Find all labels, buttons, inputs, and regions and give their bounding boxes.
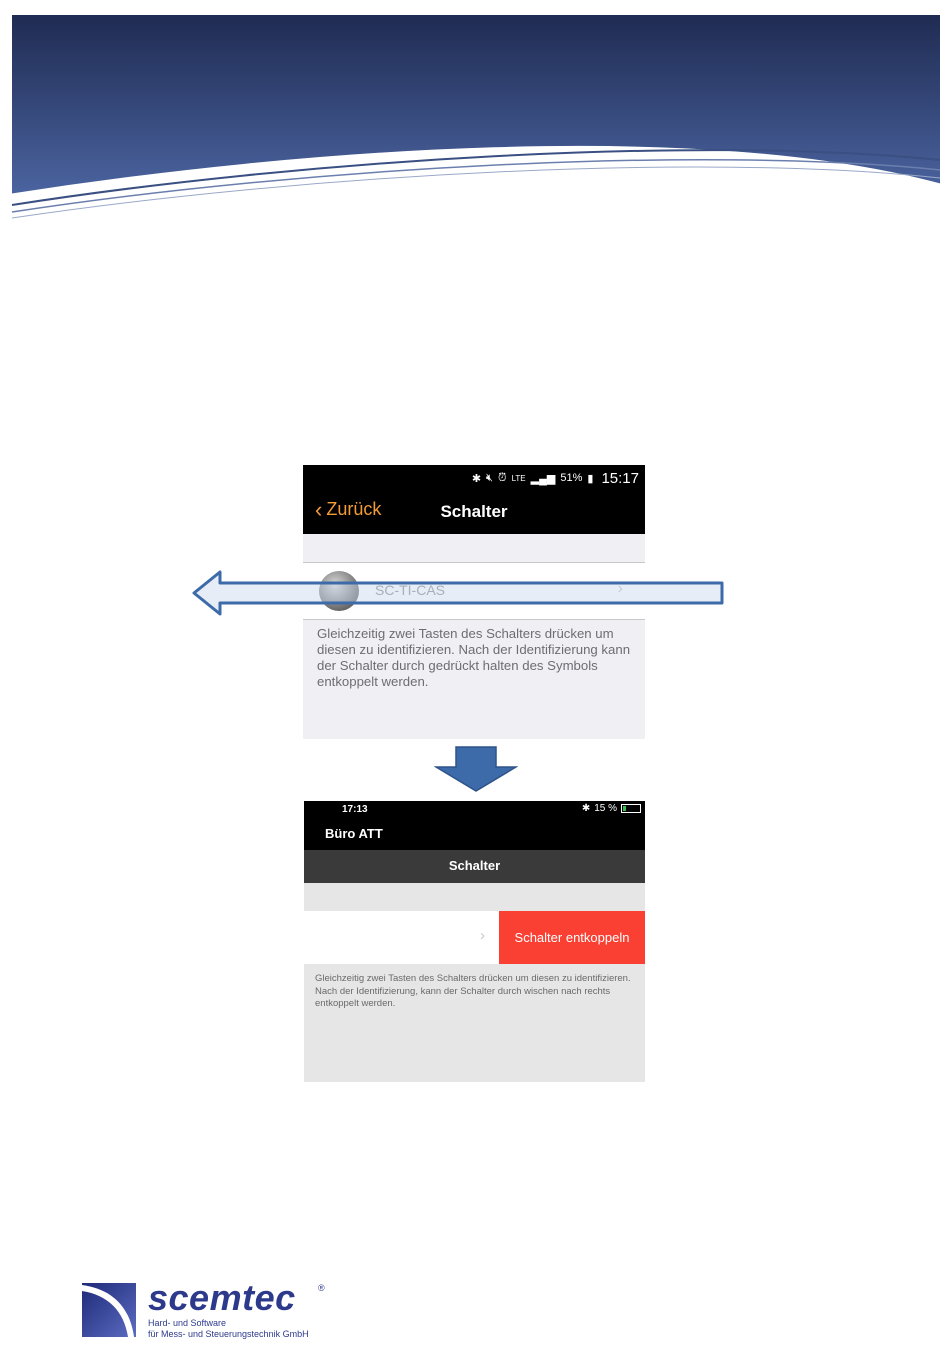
alarm-icon: ⏰︎ bbox=[497, 471, 507, 484]
bluetooth-icon: ✱ bbox=[581, 803, 591, 814]
mute-icon: 🔇︎ bbox=[486, 471, 493, 484]
status-time: 17:13 bbox=[342, 804, 368, 815]
page-title: Schalter bbox=[448, 858, 501, 873]
status-bar bbox=[472, 467, 639, 489]
bluetooth-icon: ✱ bbox=[471, 472, 482, 485]
device-row[interactable] bbox=[304, 911, 645, 964]
chevron-right-icon: › bbox=[480, 927, 485, 944]
page-title: Schalter bbox=[440, 502, 508, 521]
phone-screen-2 bbox=[304, 801, 645, 1082]
description-text: Gleichzeitig zwei Tasten des Schalters drücken um diesen zu identifizieren. Nach der Identifizierung, kann der Schalter durch wischen nach rechts entkoppelt werden. bbox=[315, 973, 631, 1009]
location-title: Büro ATT bbox=[325, 826, 383, 841]
swipe-left-arrow-icon bbox=[190, 568, 730, 618]
description-text: Gleichzeitig zwei Tasten des Schalters drücken um diesen zu identifizieren. Nach der Identifizierung kann der Schalter durch gedrückt halten des Symbols entkoppelt werden. bbox=[317, 626, 631, 689]
logo-wordmark: scemtec bbox=[148, 1277, 296, 1318]
logo-mark-icon bbox=[82, 1283, 136, 1337]
header-banner bbox=[0, 0, 950, 230]
back-label: Zurück bbox=[326, 499, 382, 519]
company-logo bbox=[82, 1277, 342, 1343]
unpair-button[interactable]: Schalter entkoppeln bbox=[499, 911, 645, 964]
network-label: LTE bbox=[511, 473, 526, 483]
divider bbox=[303, 619, 645, 620]
signal-icon: ▂▄▆ bbox=[530, 472, 556, 485]
status-icons bbox=[582, 803, 641, 814]
battery-label: 15 % bbox=[594, 803, 617, 814]
battery-icon bbox=[621, 804, 641, 813]
down-arrow-icon bbox=[434, 745, 518, 793]
status-time: 15:17 bbox=[601, 469, 639, 487]
top-bar bbox=[303, 465, 645, 534]
logo-tagline: Hard- und Software bbox=[148, 1318, 227, 1328]
battery-label: 51% bbox=[560, 472, 583, 484]
logo-tagline: für Mess- und Steuerungstechnik GmbH bbox=[148, 1329, 309, 1339]
top-bar bbox=[304, 801, 645, 850]
nav-bar bbox=[304, 850, 645, 883]
battery-icon: ▮ bbox=[587, 472, 594, 485]
registered-mark: ® bbox=[318, 1283, 325, 1293]
back-chevron-icon: ‹ bbox=[315, 496, 323, 522]
